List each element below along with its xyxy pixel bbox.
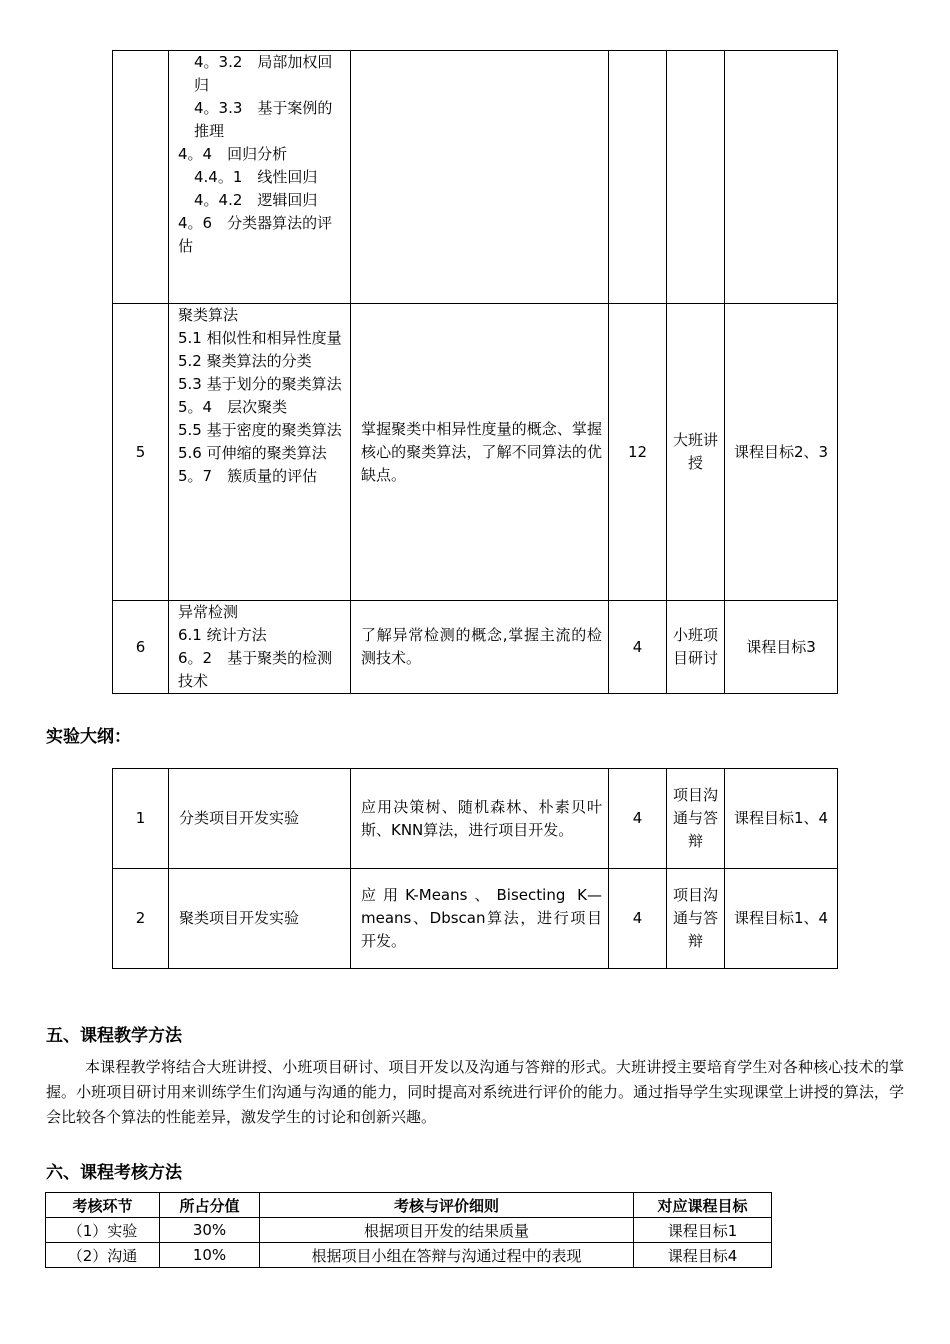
chapter-number: 5 <box>113 304 169 601</box>
lab-goal: 课程目标1、4 <box>725 869 838 969</box>
lab-outline-heading: 实验大纲： <box>46 727 131 747</box>
teaching-method: 大班讲授 <box>667 304 725 601</box>
teaching-method <box>667 51 725 304</box>
column-header: 考核环节 <box>46 1193 160 1218</box>
topic-line: 5。7 簇质量的评估 <box>178 467 318 485</box>
chapter-number <box>113 51 169 304</box>
syllabus-row <box>113 601 838 694</box>
section-6-heading: 六、课程考核方法 <box>46 1163 182 1183</box>
topic-line: 异常检测 <box>178 603 239 621</box>
table-cell: 课程目标4 <box>634 1243 772 1268</box>
assessment-table <box>45 1192 772 1268</box>
course-goal: 课程目标3 <box>725 601 838 694</box>
lab-goal: 课程目标1、4 <box>725 769 838 869</box>
chapter-objective: 掌握聚类中相异性度量的概念、掌握核心的聚类算法，了解不同算法的优缺点。 <box>351 304 609 601</box>
topic-line: 聚类算法 <box>178 306 239 324</box>
column-header: 考核与评价细则 <box>260 1193 634 1218</box>
assessment-header-row <box>46 1193 772 1218</box>
table-cell: 课程目标1 <box>634 1218 772 1243</box>
topic-line: 5.5 基于密度的聚类算法 <box>178 421 342 439</box>
topic-line: 4。3.2 局部加权回归 <box>194 53 333 94</box>
topic-line: 5.1 相似性和相异性度量 <box>178 329 342 347</box>
column-header: 所占分值 <box>160 1193 260 1218</box>
lab-name: 聚类项目开发实验 <box>169 869 351 969</box>
chapter-topics <box>169 601 351 694</box>
table-row <box>46 1218 772 1243</box>
lab-number: 2 <box>113 869 169 969</box>
chapter-hours: 12 <box>609 304 667 601</box>
lab-objective: 应用决策树、随机森林、朴素贝叶斯、KNN算法，进行项目开发。 <box>351 769 609 869</box>
table-cell: 根据项目开发的结果质量 <box>260 1218 634 1243</box>
syllabus-row <box>113 51 838 304</box>
topic-line: 4。4.2 逻辑回归 <box>194 191 318 209</box>
chapter-objective <box>351 51 609 304</box>
section-5-heading: 五、课程教学方法 <box>46 1026 182 1046</box>
lab-table <box>112 768 838 969</box>
lab-hours: 4 <box>609 769 667 869</box>
topic-line: 6.1 统计方法 <box>178 626 267 644</box>
lab-hours: 4 <box>609 869 667 969</box>
lab-row <box>113 869 838 969</box>
course-goal <box>725 51 838 304</box>
table-row <box>46 1243 772 1268</box>
syllabus-table-body <box>113 51 838 694</box>
table-cell: 根据项目小组在答辩与沟通过程中的表现 <box>260 1243 634 1268</box>
chapter-topics <box>169 51 351 304</box>
topic-line: 5.2 聚类算法的分类 <box>178 352 312 370</box>
syllabus-table <box>112 50 838 694</box>
lab-name: 分类项目开发实验 <box>169 769 351 869</box>
topic-line: 4.4。1 线性回归 <box>194 168 318 186</box>
chapter-number: 6 <box>113 601 169 694</box>
chapter-hours: 4 <box>609 601 667 694</box>
section-5-paragraph: 本课程教学将结合大班讲授、小班项目研讨、项目开发以及沟通与答辩的形式。大班讲授主要培育学生对各种核心技术的掌握。小班项目研讨用来训练学生们沟通与沟通的能力，同时提高对系统进行评价的能力。通过指导学生实现课堂上讲授的算法，学会比较各个算法的性能差异，激发学生的讨论和创新兴趣。 <box>46 1058 904 1126</box>
table-cell: （2）沟通 <box>46 1243 160 1268</box>
lab-method: 项目沟通与答辩 <box>667 769 725 869</box>
chapter-objective: 了解异常检测的概念,掌握主流的检测技术。 <box>351 601 609 694</box>
topic-line: 5。4 层次聚类 <box>178 398 288 416</box>
lab-objective: 应用K-Means、Bisecting K—means、Dbscan算法，进行项目开发。 <box>351 869 609 969</box>
topic-line: 4。6 分类器算法的评估 <box>178 214 333 255</box>
table-cell: （1）实验 <box>46 1218 160 1243</box>
syllabus-row <box>113 304 838 601</box>
lab-method: 项目沟通与答辩 <box>667 869 725 969</box>
topic-line: 6。2 基于聚类的检测技术 <box>178 649 333 690</box>
lab-number: 1 <box>113 769 169 869</box>
course-goal: 课程目标2、3 <box>725 304 838 601</box>
topic-line: 5.3 基于划分的聚类算法 <box>178 375 342 393</box>
column-header: 对应课程目标 <box>634 1193 772 1218</box>
topic-line: 4。4 回归分析 <box>178 145 288 163</box>
chapter-hours <box>609 51 667 304</box>
lab-row <box>113 769 838 869</box>
teaching-method: 小班项目研讨 <box>667 601 725 694</box>
chapter-topics <box>169 304 351 601</box>
topic-line: 5.6 可伸缩的聚类算法 <box>178 444 327 462</box>
topic-line: 4。3.3 基于案例的推理 <box>194 99 333 140</box>
table-cell: 30% <box>160 1218 260 1243</box>
table-cell: 10% <box>160 1243 260 1268</box>
